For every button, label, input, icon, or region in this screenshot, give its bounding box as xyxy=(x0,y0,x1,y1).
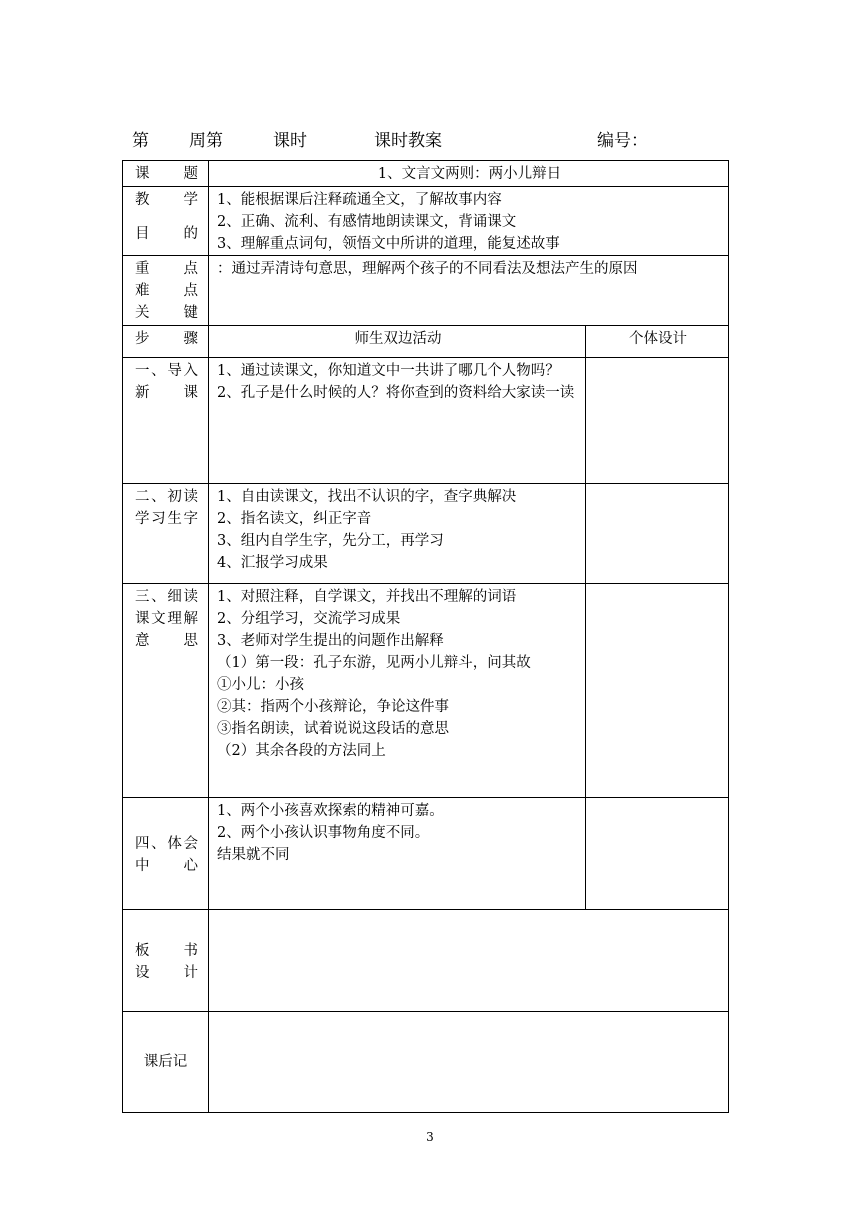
step1-content xyxy=(209,358,586,484)
lesson-plan-table xyxy=(122,160,729,1113)
step2-item: 2、指名读文，纠正字音 xyxy=(217,511,372,527)
step3-item: 2、分组学习，交流学习成果 xyxy=(217,611,401,627)
board-label xyxy=(123,910,209,1012)
step1-design xyxy=(586,358,729,484)
step3-design xyxy=(586,584,729,798)
goal-item: 1、能根据课后注释疏通全文，了解故事内容 xyxy=(217,192,502,208)
goals-content xyxy=(209,187,729,256)
step2-row xyxy=(123,484,729,584)
step3-item: （2）其余各段的方法同上 xyxy=(217,743,386,759)
board-label-top: 板 书 xyxy=(135,942,198,959)
key-label xyxy=(123,256,209,326)
step4-item: 1、两个小孩喜欢探索的精神可嘉。 xyxy=(217,803,444,819)
step3-item: ①小儿：小孩 xyxy=(217,677,304,693)
key-label-3: 关 键 xyxy=(135,305,198,321)
step4-design xyxy=(586,798,729,910)
step3-item: 3、老师对学生提出的问题作出解释 xyxy=(217,633,444,649)
step3-row xyxy=(123,584,729,798)
topic-label: 课 题 xyxy=(123,161,209,187)
goal-item: 2、正确、流利、有感情地朗读课文，背诵课文 xyxy=(217,214,517,230)
board-label-bottom: 设 计 xyxy=(135,964,198,981)
key-label-2: 难 点 xyxy=(135,283,198,299)
step2-item: 1、自由读课文，找出不认识的字，查字典解决 xyxy=(217,489,517,505)
step3-label: 三、细读课文理解意思 xyxy=(123,584,209,798)
step4-item: 2、两个小孩认识事物角度不同。 xyxy=(217,825,430,841)
goal-item: 3、理解重点词句，领悟文中所讲的道理，能复述故事 xyxy=(217,236,560,252)
key-row xyxy=(123,256,729,326)
step4-row xyxy=(123,798,729,910)
key-value: ：通过弄清诗句意思，理解两个孩子的不同看法及想法产生的原因 xyxy=(209,256,729,326)
step4-content xyxy=(209,798,586,910)
step1-item: 1、通过读课文，你知道文中一共讲了哪几个人物吗？ xyxy=(217,363,560,379)
step3-item: ②其：指两个小孩辩论，争论这件事 xyxy=(217,699,449,715)
goals-label xyxy=(123,187,209,256)
design-header: 个体设计 xyxy=(586,326,729,358)
goals-label-bottom: 目 的 xyxy=(135,226,198,242)
week-suffix: 周第 xyxy=(189,131,223,151)
steps-label: 步 骤 xyxy=(123,326,209,358)
step4-item: 结果就不同 xyxy=(217,847,290,863)
board-row xyxy=(123,910,729,1012)
step2-content xyxy=(209,484,586,584)
step4-label: 四、体会中心 xyxy=(123,798,209,910)
step2-label: 二、初读学习生字 xyxy=(123,484,209,584)
after-label: 课后记 xyxy=(123,1012,209,1113)
number-label: 编号： xyxy=(597,131,648,151)
step1-label: 一、导入新课 xyxy=(123,358,209,484)
step2-item: 3、组内自学生字，先分工，再学习 xyxy=(217,533,444,549)
page-header xyxy=(0,126,860,154)
goals-label-top: 教 学 xyxy=(135,192,198,208)
step3-item: ③指名朗读，试着说说这段话的意思 xyxy=(217,721,449,737)
after-row xyxy=(123,1012,729,1113)
board-content xyxy=(209,910,729,1012)
topic-row xyxy=(123,161,729,187)
step3-item: （1）第一段：孔子东游，见两小儿辩斗，问其故 xyxy=(217,655,531,671)
step2-item: 4、汇报学习成果 xyxy=(217,555,328,571)
step1-item: 2、孔子是什么时候的人？将你查到的资料给大家读一读 xyxy=(217,385,575,401)
step1-row xyxy=(123,358,729,484)
goals-row xyxy=(123,187,729,256)
page-number: 3 xyxy=(426,1130,434,1144)
topic-value: 1、文言文两则：两小儿辩日 xyxy=(209,161,729,187)
steps-header-row xyxy=(123,326,729,358)
activity-header: 师生双边活动 xyxy=(209,326,586,358)
lesson-label: 课时 xyxy=(273,131,307,151)
step3-content xyxy=(209,584,586,798)
step3-item: 1、对照注释，自学课文，并找出不理解的词语 xyxy=(217,589,517,605)
after-content xyxy=(209,1012,729,1113)
plan-label: 课时教案 xyxy=(374,131,442,151)
key-label-1: 重 点 xyxy=(135,261,198,277)
step2-design xyxy=(586,484,729,584)
week-label: 第 xyxy=(132,131,149,151)
